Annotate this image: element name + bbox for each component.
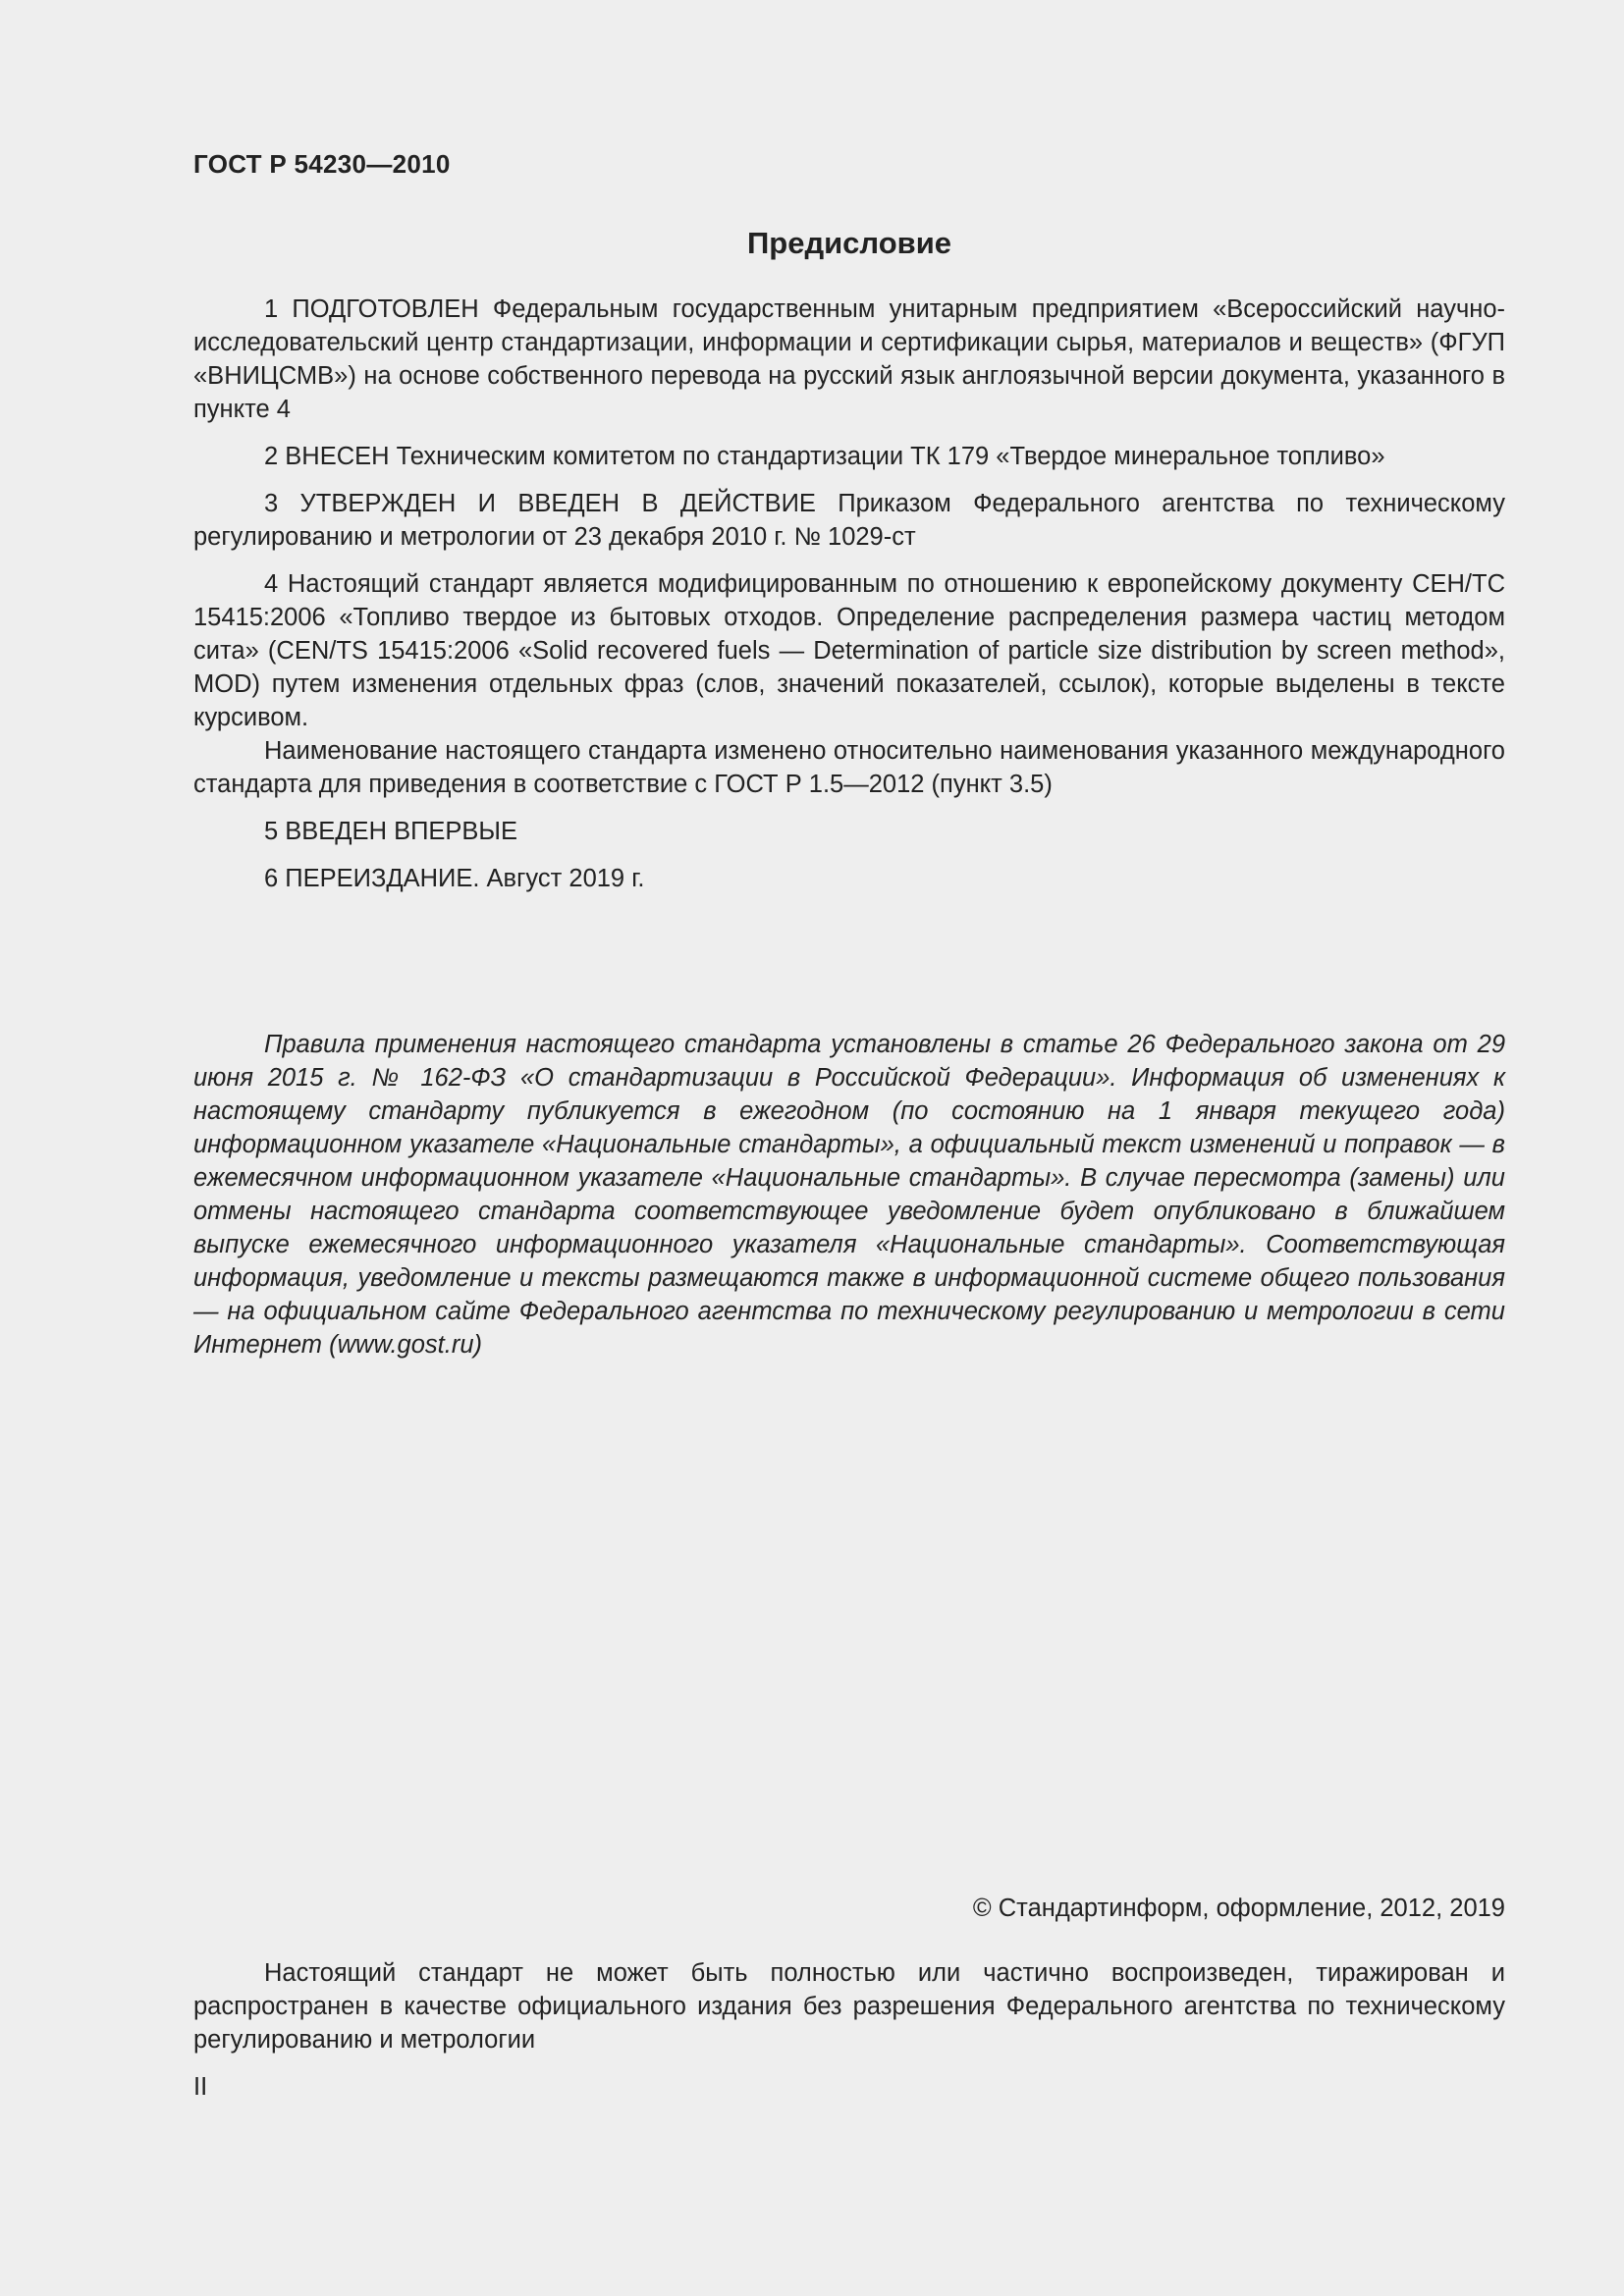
foreword-section <box>193 293 1505 895</box>
application-rules-notice: Правила применения настоящего стандарта установлены в статье 26 Федерального закона от 29 июня 2015 г. № 162-ФЗ «О стандартизации в Российской Федерации». Информация об изменениях к настоящему стандарту публикуется в ежегодном (по состоянию на 1 января текущего года) информационном указателе «Национальные стандарты», а официальный текст изменений и поправок — в ежемесячном информационном указателе «Национальные стандарты». В случае пересмотра (замены) или отмены настоящего стандарта соответствующее уведомление будет опубликовано в ближайшем выпуске ежемесячного информационного указателя «Национальные стандарты». Соответствующая информация, уведомление и тексты размещаются также в информационной системе общего пользования — на официальном сайте Федерального агентства по техническому регулированию и метрологии в сети Интернет (www.gost.ru) <box>193 1031 1505 1359</box>
document-code: ГОСТ Р 54230—2010 <box>193 149 451 179</box>
foreword-item-2: 2 ВНЕСЕН Техническим комитетом по стандартизации ТК 179 «Твердое минеральное топливо» <box>264 443 1385 470</box>
foreword-item-4-note: Наименование настоящего стандарта изменено относительно наименования указанного международного стандарта для приведения в соответствие с ГОСТ Р 1.5—2012 (пункт 3.5) <box>193 737 1505 798</box>
foreword-item-5: 5 ВВЕДЕН ВПЕРВЫЕ <box>264 818 518 845</box>
foreword-item-3: 3 УТВЕРЖДЕН И ВВЕДЕН В ДЕЙСТВИЕ Приказом Федерального агентства по техническому регулированию и метрологии от 23 декабря 2010 г. № 1029-ст <box>193 490 1505 551</box>
foreword-item-6: 6 ПЕРЕИЗДАНИЕ. Август 2019 г. <box>264 865 645 892</box>
foreword-item-4: 4 Настоящий стандарт является модифицированным по отношению к европейскому документу СЕН/ТС 15415:2006 «Топливо твердое из бытовых отходов. Определение распределения размера частиц методом сита» (CEN/TS 15415:2006 «Solid recovered fuels — Determination of particle size distribution by screen method», MOD) путем изменения отдельных фраз (слов, значений показателей, ссылок), которые выделены в тексте курсивом. <box>193 570 1505 731</box>
document-page <box>193 0 1505 2296</box>
page-title: Предисловие <box>746 226 951 260</box>
foreword-item-1: 1 ПОДГОТОВЛЕН Федеральным государственным унитарным предприятием «Всероссийский научно-исследовательский центр стандартизации, информации и сертификации сырья, материалов и веществ» (ФГУП «ВНИЦСМВ») на основе собственного перевода на русский язык англоязычной версии документа, указанного в пункте 4 <box>193 295 1505 423</box>
page-number: II <box>193 2073 208 2101</box>
copyright-line: © Стандартинформ, оформление, 2012, 2019 <box>972 1895 1505 1922</box>
reproduction-notice: Настоящий стандарт не может быть полностью или частично воспроизведен, тиражирован и распространен в качестве официального издания без разрешения Федерального агентства по техническому регулированию и метрологии <box>193 1959 1505 2054</box>
